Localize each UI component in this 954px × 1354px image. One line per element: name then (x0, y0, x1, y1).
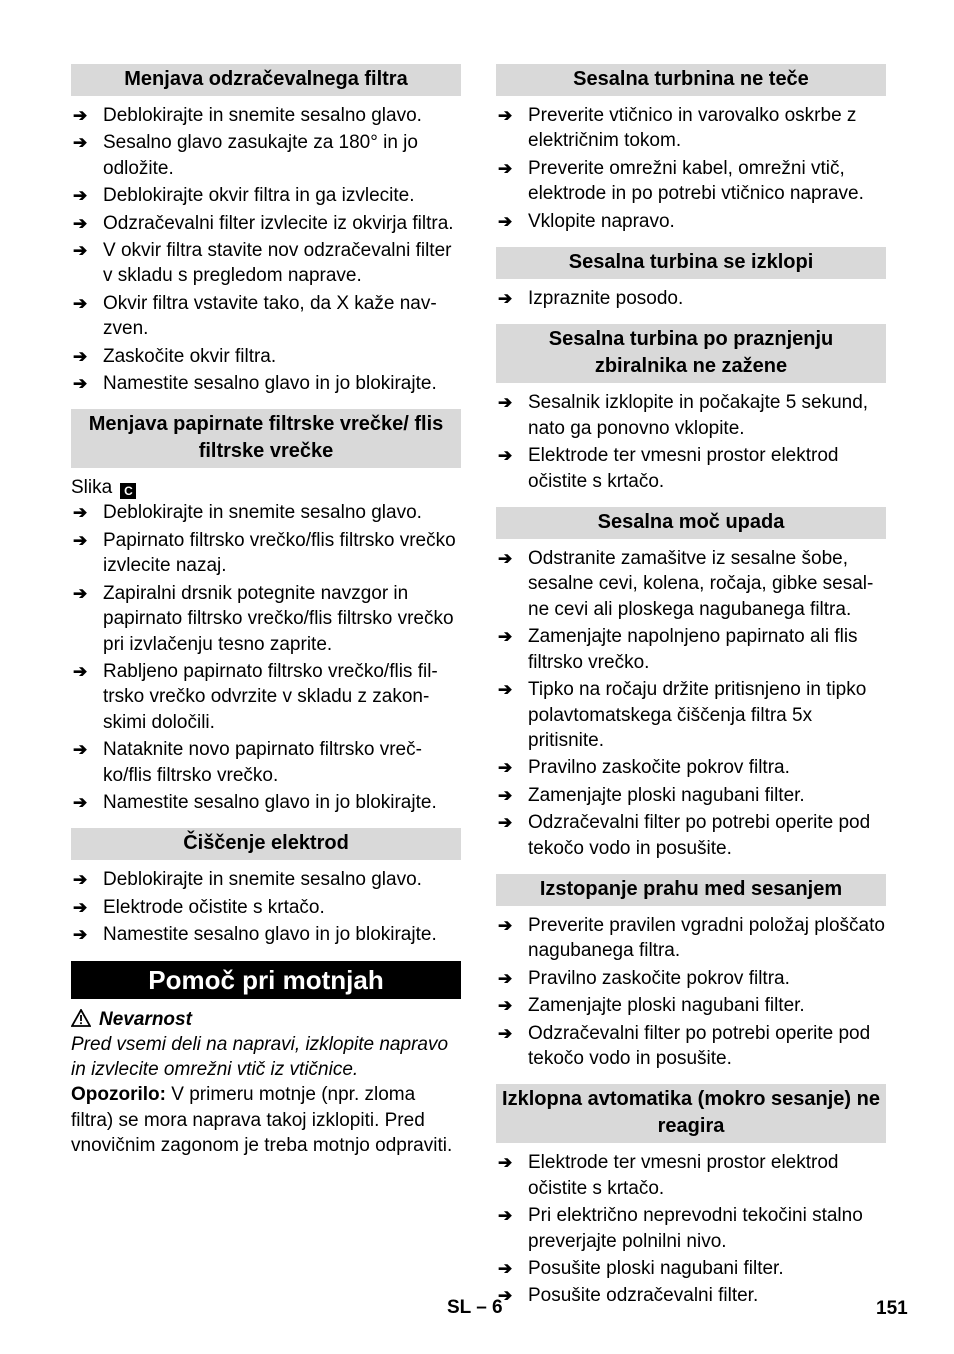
list-item-text: Papirnato filtrsko vrečko/flis filtrsko vrečko izvlecite nazaj. (103, 529, 456, 577)
list-item (71, 130, 461, 181)
arrow-right-icon: ➔ (498, 968, 513, 988)
arrow-right-icon: ➔ (73, 186, 88, 206)
list-item-text: Preverite vtičnico in varovalko oskrbe z električnim tokom. (528, 105, 857, 152)
figure-letter-badge: C (120, 483, 136, 499)
step-list (71, 500, 461, 815)
danger-label: Nevarnost (99, 1008, 192, 1030)
list-item-text: Okvir filtra vstavite tako, da X kaže navzven. (103, 292, 437, 340)
arrow-right-icon: ➔ (498, 1206, 513, 1226)
arrow-right-icon: ➔ (498, 446, 513, 466)
list-item (496, 1150, 886, 1201)
list-item (71, 867, 461, 892)
list-item-text: V okvir filtra stavite nov odzračevalni filter v skladu s pregledom naprave. (103, 240, 452, 287)
list-item-text: Preverite pravilen vgradni položaj ploščato nagubanega filtra. (528, 914, 885, 962)
arrow-right-icon: ➔ (498, 785, 513, 805)
list-item-text: Odzračevalni filter izvlecite iz okvirja filtra. (103, 212, 454, 234)
list-item-text: Posušite ploski nagubani filter. (528, 1258, 784, 1279)
arrow-right-icon: ➔ (498, 158, 513, 178)
arrow-right-icon: ➔ (498, 680, 513, 700)
list-item-text: Zamenjajte ploski nagubani filter. (528, 784, 805, 806)
section-heading: Sesalna turbnina ne teče (496, 64, 886, 96)
list-item-text: Odzračevalni filter po potrebi operite pod tekočo vodo in posušite. (528, 812, 871, 859)
list-item-text: Pri električno neprevodni tekočini stalno preverjajte polnilni nivo. (528, 1205, 863, 1252)
list-item-text: Zamenjajte ploski nagubani filter. (528, 995, 805, 1017)
section-heading: Sesalna turbina po praznjenju zbiralnika ne zažene (496, 324, 886, 383)
step-list (71, 867, 461, 947)
list-item-text: Elektrode očistite s krtačo. (103, 896, 325, 918)
list-item (496, 286, 886, 311)
list-item (71, 922, 461, 947)
note-paragraph (71, 1082, 461, 1158)
arrow-right-icon: ➔ (498, 289, 513, 309)
arrow-right-icon: ➔ (498, 1259, 513, 1278)
list-item-text: Vklopite napravo. (528, 210, 675, 232)
list-item (496, 156, 886, 207)
list-item-text: Odstranite zamašitve iz sesalne šobe, sesalne cevi, kolena, ročaja, gibke sesalne cevi ali ploskega nagubanega filtra. (528, 548, 874, 620)
arrow-right-icon: ➔ (498, 627, 513, 647)
step-list (496, 286, 886, 311)
figure-reference (71, 475, 461, 500)
arrow-right-icon: ➔ (498, 106, 513, 125)
list-item-text: Deblokirajte in snemite sesalno glavo. (103, 105, 422, 126)
list-item (71, 211, 461, 236)
list-item (71, 528, 461, 579)
list-item (496, 1203, 886, 1254)
danger-text: Pred vsemi deli na napravi, izklopite napravo in izvlecite omrežni vtič iz vtičnice. (71, 1033, 449, 1080)
step-list (496, 1150, 886, 1308)
arrow-right-icon: ➔ (73, 530, 88, 550)
left-column (71, 64, 461, 1159)
list-item (71, 500, 461, 525)
list-item (496, 1283, 886, 1308)
section-heading: Sesalna moč upada (496, 507, 886, 539)
list-item-text: Posušite odzračevalni filter. (528, 1285, 759, 1307)
list-item-text: Elektrode ter vmesni prostor elektrod očistite s krtačo. (528, 1152, 839, 1199)
arrow-right-icon: ➔ (73, 870, 88, 890)
warning-triangle-icon (71, 1009, 91, 1027)
step-list (496, 103, 886, 234)
danger-heading (71, 1007, 461, 1032)
list-item (71, 344, 461, 369)
arrow-right-icon: ➔ (498, 915, 513, 935)
arrow-right-icon: ➔ (498, 1153, 513, 1173)
list-item (496, 755, 886, 780)
section-heading: Menjava odzračevalnega filtra (71, 64, 461, 96)
list-item-text: Odzračevalni filter po potrebi operite pod tekočo vodo in posušite. (528, 1022, 871, 1069)
list-item-text: Zapiralni drsnik potegnite navzgor in papirnato filtrsko vrečko/flis filtrsko vrečko pri izvlačenju tesno zaprite. (103, 582, 454, 655)
arrow-right-icon: ➔ (73, 374, 88, 394)
list-item (71, 238, 461, 289)
list-item (71, 183, 461, 208)
list-item (71, 737, 461, 788)
arrow-right-icon: ➔ (498, 1286, 513, 1306)
arrow-right-icon: ➔ (498, 549, 513, 569)
section-heading: Menjava papirnate filtrske vrečke/ flis filtrske vrečke (71, 409, 461, 468)
list-item (71, 371, 461, 396)
list-item (496, 209, 886, 234)
arrow-right-icon: ➔ (73, 661, 88, 681)
list-item-text: Pravilno zaskočite pokrov filtra. (528, 967, 790, 989)
list-item-text: Deblokirajte in snemite sesalno glavo. (103, 502, 422, 524)
section-heading: Izstopanje prahu med sesanjem (496, 874, 886, 906)
arrow-right-icon: ➔ (73, 503, 88, 523)
footer-language-page: SL – 6 (447, 1297, 503, 1318)
list-item (496, 783, 886, 808)
list-item (496, 443, 886, 494)
list-item-text: Rabljeno papirnato filtrsko vrečko/flis filtrsko vrečko odvrzite v skladu z zakonskimi določili. (103, 660, 438, 733)
step-list (496, 913, 886, 1071)
list-item (71, 581, 461, 657)
list-item-text: Zamenjajte napolnjeno papirnato ali flis filtrsko vrečko. (528, 626, 858, 673)
list-item-text: Deblokirajte okvir filtra in ga izvlecite. (103, 185, 415, 207)
list-item (496, 966, 886, 991)
list-item (496, 913, 886, 964)
step-list (496, 546, 886, 861)
list-item-text: Deblokirajte in snemite sesalno glavo. (103, 869, 422, 891)
list-item (496, 546, 886, 622)
right-column (496, 64, 886, 1322)
section-heading: Čiščenje elektrod (71, 828, 461, 860)
arrow-right-icon: ➔ (498, 996, 513, 1016)
list-item (71, 790, 461, 815)
list-item-text: Sesalnik izklopite in počakajte 5 sekund, nato ga ponovno vklopite. (528, 392, 869, 439)
arrow-right-icon: ➔ (498, 393, 513, 413)
list-item (71, 659, 461, 735)
list-item (496, 1256, 886, 1281)
step-list (496, 390, 886, 494)
list-item (496, 624, 886, 675)
arrow-right-icon: ➔ (73, 133, 88, 153)
list-item (71, 895, 461, 920)
step-list (71, 103, 461, 396)
note-text: V primeru motnje (npr. zloma filtra) se mora naprava takoj izklopiti. Pred vnovičnim zagonom je treba motnjo odpraviti. (71, 1084, 453, 1157)
figure-label: Slika (71, 477, 113, 499)
list-item-text: Zaskočite okvir filtra. (103, 345, 277, 367)
arrow-right-icon: ➔ (73, 925, 88, 945)
arrow-right-icon: ➔ (498, 813, 513, 833)
list-item-text: Preverite omrežni kabel, omrežni vtič, elektrode in po potrebi vtičnico naprave. (528, 157, 864, 205)
list-item (496, 677, 886, 753)
arrow-right-icon: ➔ (73, 740, 88, 760)
note-label: Opozorilo: (71, 1084, 166, 1106)
arrow-right-icon: ➔ (73, 241, 88, 261)
list-item-text: Namestite sesalno glavo in jo blokirajte. (103, 924, 437, 946)
list-item-text: Nataknite novo papirnato filtrsko vrečko/flis filtrsko vrečko. (103, 739, 422, 786)
arrow-right-icon: ➔ (498, 1023, 513, 1043)
page-number: 151 (876, 1298, 908, 1319)
list-item (496, 810, 886, 861)
arrow-right-icon: ➔ (498, 758, 513, 778)
list-item (71, 103, 461, 128)
list-item-text: Tipko na ročaju držite pritisnjeno in tipko polavtomatskega čiščenja filtra 5x pritisnite. (528, 679, 867, 751)
arrow-right-icon: ➔ (73, 792, 88, 812)
arrow-right-icon: ➔ (73, 106, 88, 125)
section-heading: Izklopna avtomatika (mokro sesanje) ne reagira (496, 1084, 886, 1143)
list-item-text: Elektrode ter vmesni prostor elektrod očistite s krtačo. (528, 445, 839, 492)
arrow-right-icon: ➔ (73, 293, 88, 313)
list-item (496, 993, 886, 1018)
list-item (496, 1021, 886, 1072)
arrow-right-icon: ➔ (498, 211, 513, 231)
list-item-text: Namestite sesalno glavo in jo blokirajte. (103, 791, 437, 813)
section-heading: Sesalna turbina se izklopi (496, 247, 886, 279)
list-item (71, 291, 461, 342)
arrow-right-icon: ➔ (73, 583, 88, 603)
list-item (496, 103, 886, 154)
arrow-right-icon: ➔ (73, 897, 88, 917)
arrow-right-icon: ➔ (73, 213, 88, 233)
list-item-text: Izpraznite posodo. (528, 288, 684, 310)
list-item (496, 390, 886, 441)
list-item-text: Sesalno glavo zasukajte za 180° in jo odložite. (103, 132, 418, 179)
arrow-right-icon: ➔ (73, 346, 88, 366)
list-item-text: Namestite sesalno glavo in jo blokirajte. (103, 373, 437, 395)
list-item-text: Pravilno zaskočite pokrov filtra. (528, 757, 790, 779)
chapter-title: Pomoč pri motnjah (71, 961, 461, 999)
